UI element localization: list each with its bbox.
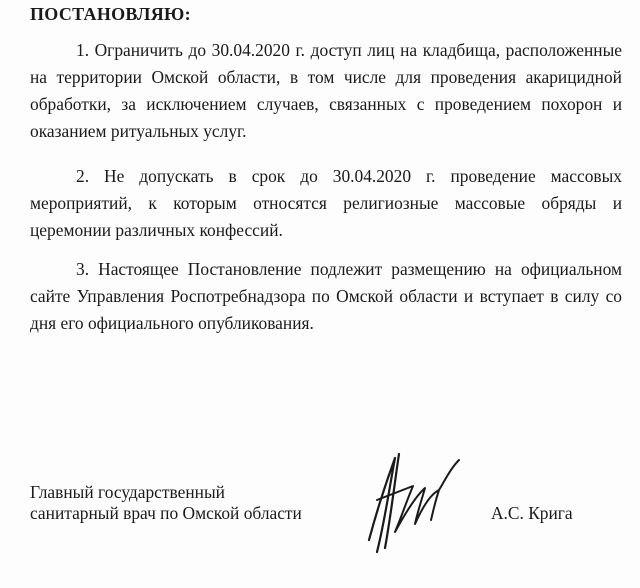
- signatory-name: А.С. Крига: [491, 503, 573, 523]
- signatory-title: [30, 482, 302, 524]
- paragraph-2: 2. Не допускать в срок до 30.04.2020 г. проведение массовых мероприятий, к которым относятся религиозные массовые обряды и церемонии различных конфессий.: [30, 166, 622, 240]
- paragraph-1: 1. Ограничить до 30.04.2020 г. доступ лиц на кладбища, расположенные на территории Омской области, в том числе для проведения акарицидной обработки, за исключением случаев, связанных с проведением похорон и оказанием ритуальных услуг.: [30, 40, 622, 141]
- handwritten-signature: [355, 440, 475, 560]
- signatory-title-line-1: Главный государственный: [30, 482, 225, 502]
- signatory-title-line-2: санитарный врач по Омской области: [30, 503, 302, 523]
- document-heading: ПОСТАНОВЛЯЮ:: [30, 4, 191, 24]
- paragraph-3: 3. Настоящее Постановление подлежит размещению на официальном сайте Управления Роспотребнадзора по Омской области и вступает в силу со дня его официального опубликования.: [30, 259, 622, 333]
